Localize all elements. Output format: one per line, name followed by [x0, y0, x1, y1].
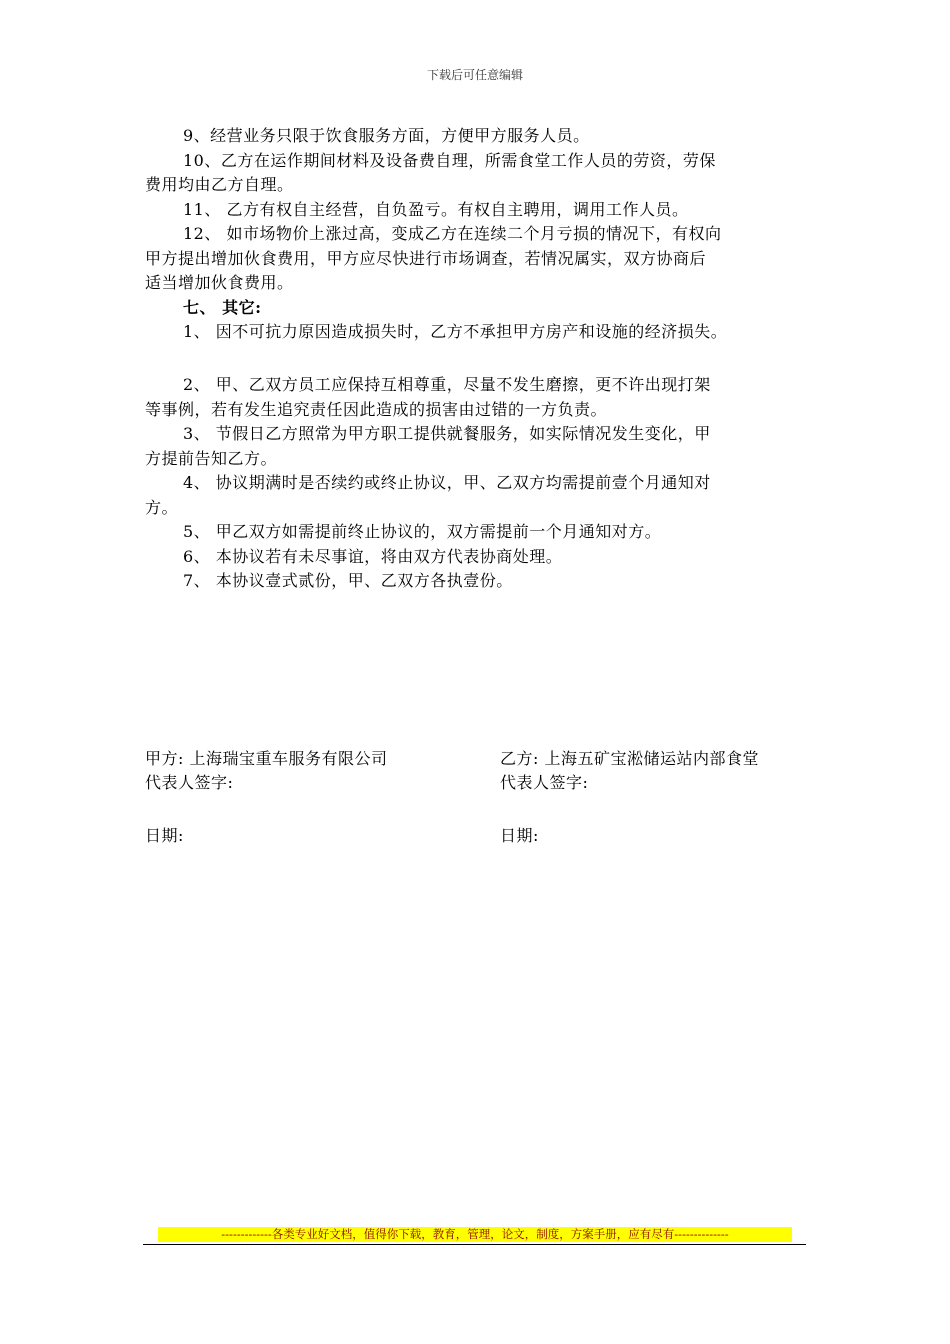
item-7-line-1: 7、 本协议壹式贰份，甲、乙双方各执壹份。 [183, 571, 513, 590]
item-4-line-2: 方。 [145, 497, 179, 517]
clause-11-line-1: 11、 乙方有权自主经营，自负盈亏。有权自主聘用，调用工作人员。 [183, 199, 689, 219]
party-a-date-block [145, 824, 184, 848]
footer-divider [143, 1244, 806, 1245]
clause-10-line-1: 10、乙方在运作期间材料及设备费自理，所需食堂工作人员的劳资，劳保 [183, 150, 716, 170]
party-b-signature-block [500, 747, 759, 795]
party-b-date-block [500, 824, 539, 848]
party-a-signature-block [145, 747, 387, 795]
item-5-line-1: 5、 甲乙双方如需提前终止协议的，双方需提前一个月通知对方。 [183, 522, 662, 541]
clause-12-line-3: 适当增加伙食费用。 [145, 273, 294, 292]
party-a-name: 甲方: 上海瑞宝重车服务有限公司 [145, 749, 388, 768]
party-b-name: 乙方: 上海五矿宝淞储运站内部食堂 [500, 749, 759, 768]
clause-9-line-1: 9、经营业务只限于饮食服务方面，方便甲方服务人员。 [183, 126, 590, 145]
section-seven-items [145, 373, 825, 594]
party-a-date-label: 日期: [145, 826, 184, 845]
section-seven-heading: 七、 其它: [183, 297, 262, 317]
page-header: 下载后可任意编辑 [426, 68, 523, 82]
item-2-line-1: 2、 甲、乙双方员工应保持互相尊重，尽量不发生磨擦，更不许出现打架 [183, 375, 711, 394]
item-3-line-2: 方提前告知乙方。 [145, 448, 278, 468]
clauses-block [145, 124, 825, 345]
party-b-signature-label: 代表人签字: [500, 773, 589, 792]
clause-10-line-2: 费用均由乙方自理。 [145, 175, 294, 194]
item-3-line-1: 3、 节假日乙方照常为甲方职工提供就餐服务，如实际情况发生变化，甲 [183, 424, 711, 443]
item-4-line-1: 4、 协议期满时是否续约或终止协议，甲、乙双方均需提前壹个月通知对 [183, 473, 711, 492]
party-b-date-label: 日期: [500, 826, 539, 845]
item-6-line-1: 6、 本协议若有未尽事谊，将由双方代表协商处理。 [183, 546, 563, 566]
clause-12-line-1: 12、 如市场物价上涨过高，变成乙方在连续二个月亏损的情况下，有权向 [183, 224, 722, 243]
footer-banner: -------------各类专业好文档，值得你下载，教育，管理，论文，制度，方案手册，应有尽有-------------- [158, 1227, 792, 1242]
item-1-line-1: 1、 因不可抗力原因造成损失时，乙方不承担甲方房产和设施的经济损失。 [183, 322, 728, 341]
clause-12-line-2: 甲方提出增加伙食费用，甲方应尽快进行市场调查，若情况属实，双方协商后 [145, 248, 707, 268]
party-a-signature-label: 代表人签字: [145, 773, 234, 792]
item-2-line-2: 等事例，若有发生追究责任因此造成的损害由过错的一方负责。 [145, 399, 608, 419]
